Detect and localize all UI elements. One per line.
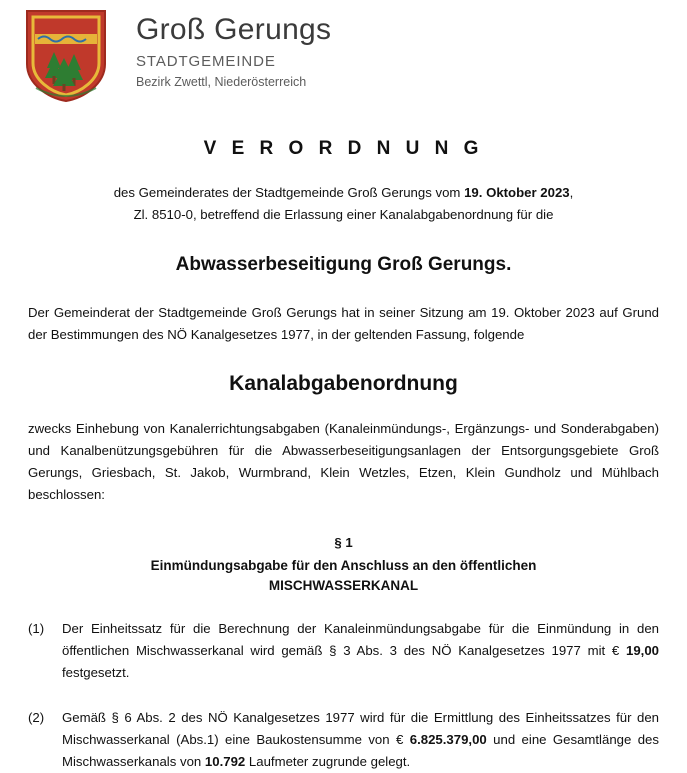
list-item: [22, 618, 665, 685]
item2-text-part3: Laufmeter zugrunde gelegt.: [245, 753, 411, 769]
list-item-text: [62, 707, 659, 773]
item1-text-part2: festgesetzt.: [62, 665, 130, 681]
municipality-type: STADTGEMEINDE: [136, 52, 276, 70]
paragraph-scope: zwecks Einhebung von Kanalerrichtungsabgaben (Kanaleinmündungs-, Ergänzungs- und Sonderabgaben) und Kanalbenützungsgebühren für die Abwasserbeseitigungsanlagen der Entsorgungsgebiete Groß Gerungs, Griesbach, St. Jakob, Wurmbrand, Klein Wetzles, Etzen, Klein Gundholz und Mühlbach beschlossen:: [28, 420, 659, 503]
section-heading-line1: Einmündungsabgabe für den Anschluss an den öffentlichen: [150, 557, 537, 573]
header-title-block: [136, 8, 331, 89]
item2-text-part1: Gemäß § 6 Abs. 2 des NÖ Kanalgesetzes 1977 wird für die Ermittlung des Einheitssatzes für den Mischwasserkanal (Abs.1) eine Baukostensumme von €: [62, 709, 659, 747]
item2-laufmeter: 10.792: [204, 753, 246, 769]
list-item: [22, 707, 665, 773]
document-title: V E R O R D N U N G: [203, 138, 484, 159]
heading-abwasserbeseitigung: Abwasserbeseitigung Groß Gerungs.: [175, 253, 512, 275]
document-intro: [22, 182, 665, 226]
item2-baukostensumme: 6.825.379,00: [409, 731, 487, 747]
item1-text-part1: Der Einheitssatz für die Berechnung der Kanaleinmündungsabgabe für die Einmündung in den öffentlichen Mischwasserkanal wird gemäß § 3 Abs. 3 des NÖ Kanalgesetzes 1977 mit €: [62, 621, 659, 659]
municipality-district: Bezirk Zwettl, Niederösterreich: [136, 74, 307, 89]
list-item-marker: (1): [28, 621, 45, 637]
heading-kanalabgabenordnung: Kanalabgabenordnung: [229, 371, 458, 395]
intro-date: 19. Oktober 2023: [464, 185, 570, 200]
item2-text-part2: und eine Gesamtlänge des Mischwasserkanals von: [62, 731, 659, 769]
intro-line1-suffix: ,: [569, 185, 574, 200]
section-number: § 1: [334, 534, 353, 550]
item1-amount: 19,00: [625, 643, 659, 659]
paragraph-preamble: Der Gemeinderat der Stadtgemeinde Groß Gerungs hat in seiner Sitzung am 19. Oktober 2023 auf Grund der Bestimmungen des NÖ Kanalgesetzes 1977, in der geltenden Fassung, folgende: [28, 304, 659, 342]
section-heading: [22, 556, 665, 597]
intro-line2: Zl. 8510-0, betreffend die Erlassung einer Kanalabgabenordnung für die: [133, 206, 554, 222]
municipality-name: Groß Gerungs: [136, 13, 332, 46]
list-item-text: [62, 618, 659, 685]
intro-line1-prefix: des Gemeinderates der Stadtgemeinde Groß Gerungs vom: [113, 185, 465, 200]
section-heading-line2: MISCHWASSERKANAL: [268, 577, 419, 593]
document-header: [22, 0, 665, 112]
coat-of-arms-shield-icon: [24, 8, 108, 104]
list-item-marker: (2): [28, 709, 45, 725]
